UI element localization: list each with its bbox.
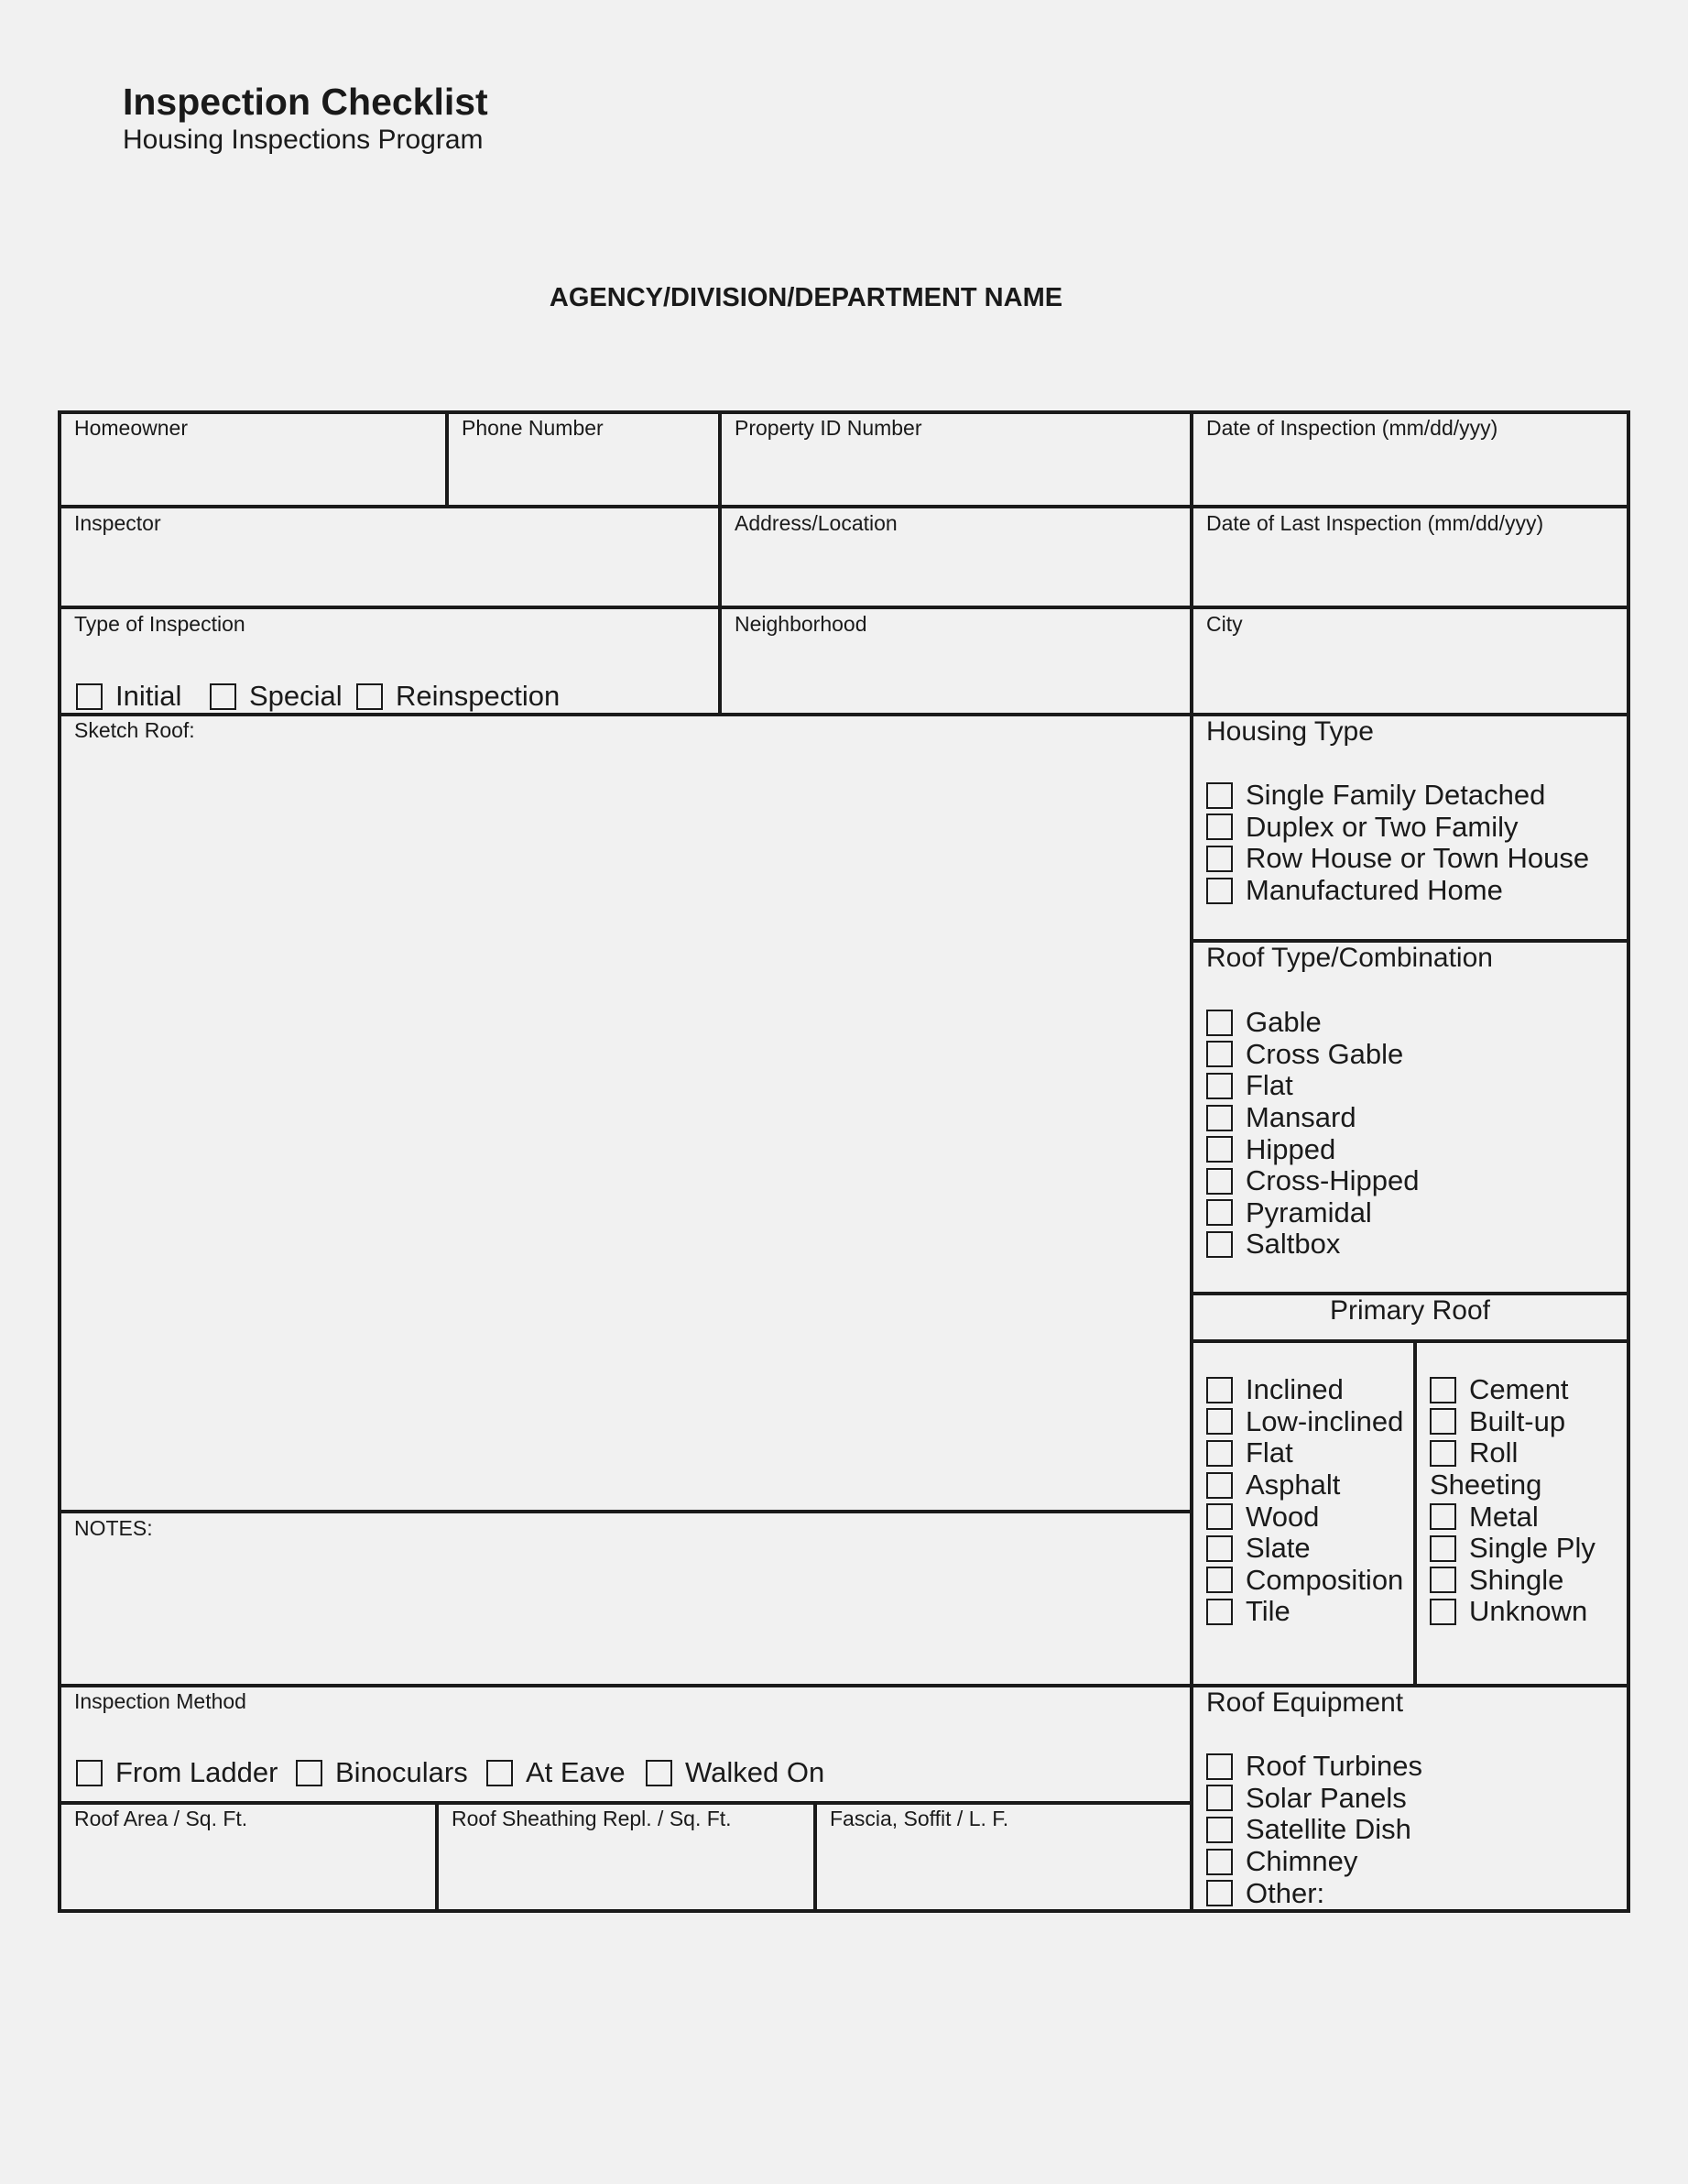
checkbox-gable[interactable]: Gable (1206, 1007, 1420, 1039)
checkbox-box[interactable] (1206, 846, 1233, 872)
checkbox-box[interactable] (1206, 1753, 1233, 1780)
checkbox-box[interactable] (1206, 1105, 1233, 1131)
roof-type-heading: Roof Type/Combination (1206, 943, 1493, 973)
checkbox-inclined[interactable]: Inclined (1206, 1374, 1403, 1406)
checkbox-box[interactable] (1206, 1073, 1233, 1099)
checkbox-binoculars[interactable]: Binoculars (296, 1757, 468, 1788)
checkbox-box[interactable] (1206, 1136, 1233, 1163)
sketch-roof-label: Sketch Roof: (74, 718, 195, 742)
checkbox-box[interactable] (1206, 782, 1233, 809)
checkbox-box[interactable] (1206, 1817, 1233, 1843)
checkbox-built-up[interactable]: Built-up (1430, 1406, 1595, 1438)
address-label: Address/Location (735, 511, 898, 535)
checkbox-box[interactable] (1430, 1440, 1456, 1467)
primary-roof-right-list (1430, 1374, 1595, 1628)
checkbox-cross-hipped[interactable]: Cross-Hipped (1206, 1165, 1420, 1197)
checkbox-box[interactable] (1206, 1041, 1233, 1067)
checkbox-box[interactable] (1206, 1231, 1233, 1258)
checkbox-box[interactable] (1206, 1199, 1233, 1226)
property-id-label: Property ID Number (735, 416, 922, 440)
checkbox-primary-flat[interactable]: Flat (1206, 1437, 1403, 1469)
roof-type-list (1206, 1007, 1420, 1261)
sheeting-label: Sheeting (1430, 1469, 1542, 1502)
checkbox-box[interactable] (1430, 1535, 1456, 1562)
checkbox-roof-turbines[interactable]: Roof Turbines (1206, 1751, 1422, 1783)
form-title: Inspection Checklist (123, 81, 488, 123)
checkbox-walked-on[interactable]: Walked On (646, 1757, 824, 1788)
checkbox-box[interactable] (1206, 1535, 1233, 1562)
homeowner-label: Homeowner (74, 416, 188, 440)
sheathing-label: Roof Sheathing Repl. / Sq. Ft. (452, 1807, 732, 1830)
checkbox-low-inclined[interactable]: Low-inclined (1206, 1406, 1403, 1438)
checkbox-box[interactable] (1206, 878, 1233, 904)
checkbox-box[interactable] (1430, 1377, 1456, 1403)
checkbox-initial[interactable]: Initial (76, 681, 181, 712)
checkbox-box[interactable] (1206, 1599, 1233, 1625)
checkbox-pyramidal[interactable]: Pyramidal (1206, 1197, 1420, 1229)
checkbox-single-family[interactable]: Single Family Detached (1206, 780, 1589, 812)
checkbox-box[interactable] (76, 683, 103, 710)
checkbox-metal[interactable]: Metal (1430, 1501, 1595, 1533)
checkbox-box[interactable] (1206, 1440, 1233, 1467)
checkbox-wood[interactable]: Wood (1206, 1501, 1403, 1533)
checkbox-solar-panels[interactable]: Solar Panels (1206, 1783, 1422, 1815)
type-of-inspection-label: Type of Inspection (74, 612, 245, 636)
checkbox-box[interactable] (1206, 1377, 1233, 1403)
checkbox-box[interactable] (1206, 1010, 1233, 1036)
checkbox-box[interactable] (1206, 1880, 1233, 1906)
checkbox-box[interactable] (1206, 1503, 1233, 1530)
checkbox-manufactured-home[interactable]: Manufactured Home (1206, 875, 1589, 907)
checkbox-box[interactable] (1206, 1168, 1233, 1195)
checkbox-box[interactable] (646, 1760, 672, 1786)
housing-type-heading: Housing Type (1206, 716, 1374, 747)
checkbox-saltbox[interactable]: Saltbox (1206, 1228, 1420, 1261)
fascia-label: Fascia, Soffit / L. F. (830, 1807, 1009, 1830)
checkbox-box[interactable] (486, 1760, 513, 1786)
inspector-label: Inspector (74, 511, 161, 535)
checkbox-cross-gable[interactable]: Cross Gable (1206, 1039, 1420, 1071)
date-last-inspection-label: Date of Last Inspection (mm/dd/yyy) (1206, 511, 1544, 535)
checkbox-box[interactable] (356, 683, 383, 710)
checkbox-box[interactable] (1430, 1408, 1456, 1435)
checkbox-box[interactable] (1430, 1503, 1456, 1530)
checkbox-flat[interactable]: Flat (1206, 1070, 1420, 1102)
checkbox-box[interactable] (1206, 814, 1233, 840)
checkbox-other[interactable]: Other: (1206, 1877, 1422, 1909)
checkbox-box[interactable] (1206, 1567, 1233, 1593)
inspection-method-label: Inspection Method (74, 1689, 246, 1713)
primary-roof-left-list (1206, 1374, 1403, 1628)
checkbox-box[interactable] (1206, 1849, 1233, 1875)
roof-area-label: Roof Area / Sq. Ft. (74, 1807, 248, 1830)
checkbox-box[interactable] (296, 1760, 322, 1786)
checkbox-box[interactable] (1206, 1472, 1233, 1499)
checkbox-duplex[interactable]: Duplex or Two Family (1206, 812, 1589, 844)
form-subtitle: Housing Inspections Program (123, 125, 484, 155)
checkbox-reinspection[interactable]: Reinspection (356, 681, 560, 712)
checkbox-roll[interactable]: Roll (1430, 1437, 1595, 1469)
checkbox-box[interactable] (1430, 1599, 1456, 1625)
date-of-inspection-label: Date of Inspection (mm/dd/yyy) (1206, 416, 1498, 440)
notes-label: NOTES: (74, 1516, 153, 1540)
primary-roof-heading: Primary Roof (1329, 1295, 1491, 1326)
checkbox-composition[interactable]: Composition (1206, 1565, 1403, 1597)
checkbox-asphalt[interactable]: Asphalt (1206, 1469, 1403, 1502)
checkbox-box[interactable] (1206, 1785, 1233, 1811)
checkbox-chimney[interactable]: Chimney (1206, 1846, 1422, 1878)
checkbox-box[interactable] (210, 683, 236, 710)
checkbox-special[interactable]: Special (210, 681, 343, 712)
checkbox-single-ply[interactable]: Single Ply (1430, 1533, 1595, 1565)
city-label: City (1206, 612, 1243, 636)
checkbox-at-eave[interactable]: At Eave (486, 1757, 626, 1788)
checkbox-satellite-dish[interactable]: Satellite Dish (1206, 1814, 1422, 1846)
agency-name: AGENCY/DIVISION/DEPARTMENT NAME (549, 283, 1063, 312)
checkbox-unknown[interactable]: Unknown (1430, 1596, 1595, 1628)
checkbox-cement[interactable]: Cement (1430, 1374, 1595, 1406)
housing-type-list (1206, 780, 1589, 906)
roof-equipment-heading: Roof Equipment (1206, 1687, 1404, 1718)
checkbox-box[interactable] (1206, 1408, 1233, 1435)
checkbox-from-ladder[interactable]: From Ladder (76, 1757, 278, 1788)
checkbox-row-house[interactable]: Row House or Town House (1206, 843, 1589, 875)
checkbox-slate[interactable]: Slate (1206, 1533, 1403, 1565)
checkbox-box[interactable] (1430, 1567, 1456, 1593)
checkbox-shingle[interactable]: Shingle (1430, 1565, 1595, 1597)
phone-label: Phone Number (462, 416, 604, 440)
checkbox-hipped[interactable]: Hipped (1206, 1133, 1420, 1165)
neighborhood-label: Neighborhood (735, 612, 867, 636)
roof-equipment-list (1206, 1751, 1422, 1909)
checkbox-tile[interactable]: Tile (1206, 1596, 1403, 1628)
checkbox-mansard[interactable]: Mansard (1206, 1102, 1420, 1134)
checkbox-box[interactable] (76, 1760, 103, 1786)
